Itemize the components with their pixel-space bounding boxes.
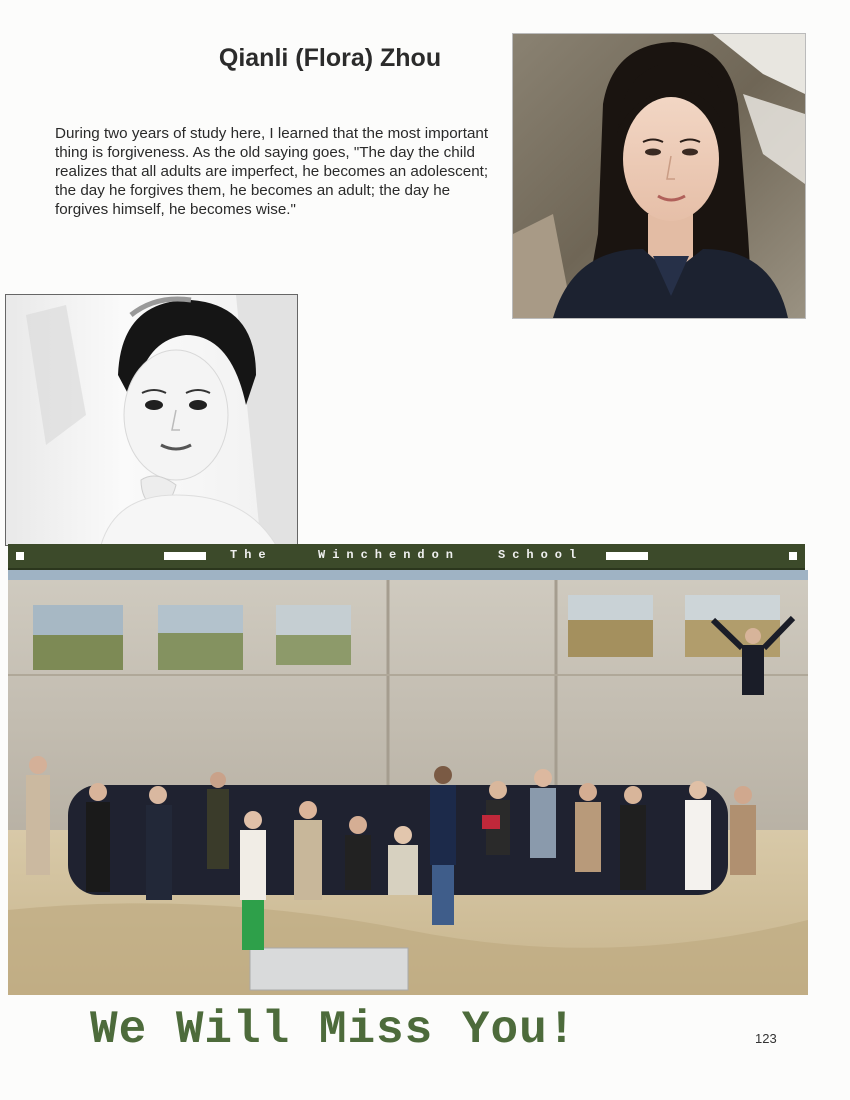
banner-word-school: School [498,548,584,562]
banner-square-left [16,552,24,560]
banner-bar-right [606,552,648,560]
page-number: 123 [755,1031,777,1046]
color-portrait-photo [512,33,806,319]
black-and-white-portrait-photo [5,294,298,546]
banner-bar-left [164,552,206,560]
farewell-message: We Will Miss You! [90,1004,577,1056]
banner-square-right [789,552,797,560]
student-quote: During two years of study here, I learned that the most important thing is forgiveness. As the old saying goes, "The day the child realizes that all adults are imperfect, he becomes an adolescent; the day he forgives them, he becomes an adult; the day he forgives himself, he becomes wise." [55,125,489,218]
banner-word-winchendon: Winchendon [318,548,461,562]
school-banner [8,544,805,570]
group-photo [8,570,808,995]
student-name: Qianli (Flora) Zhou [218,44,442,72]
banner-word-the: The [230,548,273,562]
